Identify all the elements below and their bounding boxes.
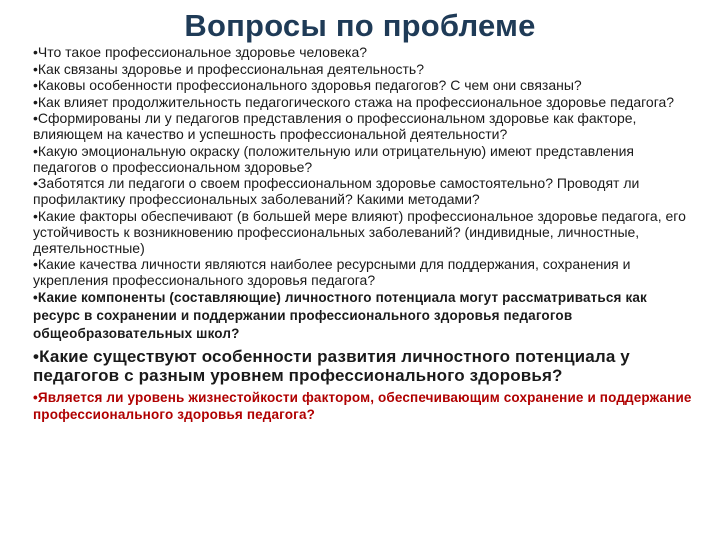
bullet-icon: • [33, 175, 38, 191]
bullet-icon: • [33, 93, 38, 110]
question-text: Является ли уровень жизнестойкости фактором, обеспечивающим сохранение и поддержание профессионального здоровья педагога? [33, 390, 692, 422]
question-item [33, 110, 693, 142]
bullet-icon: • [33, 142, 38, 159]
bullet-icon: • [33, 347, 40, 366]
question-text: Какие качества личности являются наиболее ресурсными для поддержания, сохранения и укрепления профессионального здоровья педагога? [33, 256, 631, 288]
question-text: Какую эмоциональную окраску (положительную или отрицательную) имеют представления педагогов о профессиональном здоровье? [33, 142, 634, 175]
bullet-icon: • [33, 290, 38, 305]
question-item [33, 208, 693, 256]
question-item [33, 77, 693, 93]
question-text: Каковы особенности профессионального здоровья педагогов? С чем они связаны? [37, 77, 582, 93]
bullet-icon: • [33, 60, 38, 77]
question-item-highlight [33, 389, 693, 423]
question-list [33, 44, 693, 424]
question-text: Какие компоненты (составляющие) личностного потенциала могут рассматриваться как ресурс в сохранении и поддержании профессионального здоровья педагогов общеобразовательных школ? [33, 290, 647, 341]
question-item [33, 256, 693, 288]
bullet-icon: • [33, 110, 38, 126]
question-text: Как связаны здоровье и профессиональная деятельность? [37, 60, 424, 77]
question-item [33, 143, 693, 175]
question-text: Какие существуют особенности развития личностного потенциала у педагогов с разным уровнем профессионального здоровья? [33, 347, 630, 385]
question-text: Как влияет продолжительность педагогического стажа на профессиональное здоровье педагога? [37, 93, 675, 110]
question-item [33, 94, 693, 110]
question-text: Заботятся ли педагоги о своем профессиональном здоровье самостоятельно? Проводят ли профилактику профессиональных заболеваний? Какими методами? [33, 175, 640, 207]
bullet-icon: • [33, 390, 38, 405]
bullet-icon: • [33, 44, 38, 60]
bullet-icon: • [33, 77, 38, 93]
question-item-large [33, 347, 693, 385]
bullet-icon: • [33, 256, 38, 272]
question-text: Какие факторы обеспечивают (в большей мере влияют) профессиональное здоровье педагога, его устойчивость к возникновению профессиональных заболеваний? (индивидные, личностные, деятельностные) [33, 207, 686, 256]
question-item-bold [33, 289, 693, 343]
slide-title: Вопросы по проблеме [184, 8, 536, 43]
bullet-icon: • [33, 207, 38, 224]
question-item [33, 175, 693, 207]
question-item [33, 61, 693, 77]
question-text: Что такое профессиональное здоровье человека? [37, 44, 368, 60]
question-item [33, 44, 693, 60]
question-text: Сформированы ли у педагогов представления о профессиональном здоровье как факторе, влияющем на качество и успешность профессиональной деятельности? [33, 110, 637, 142]
